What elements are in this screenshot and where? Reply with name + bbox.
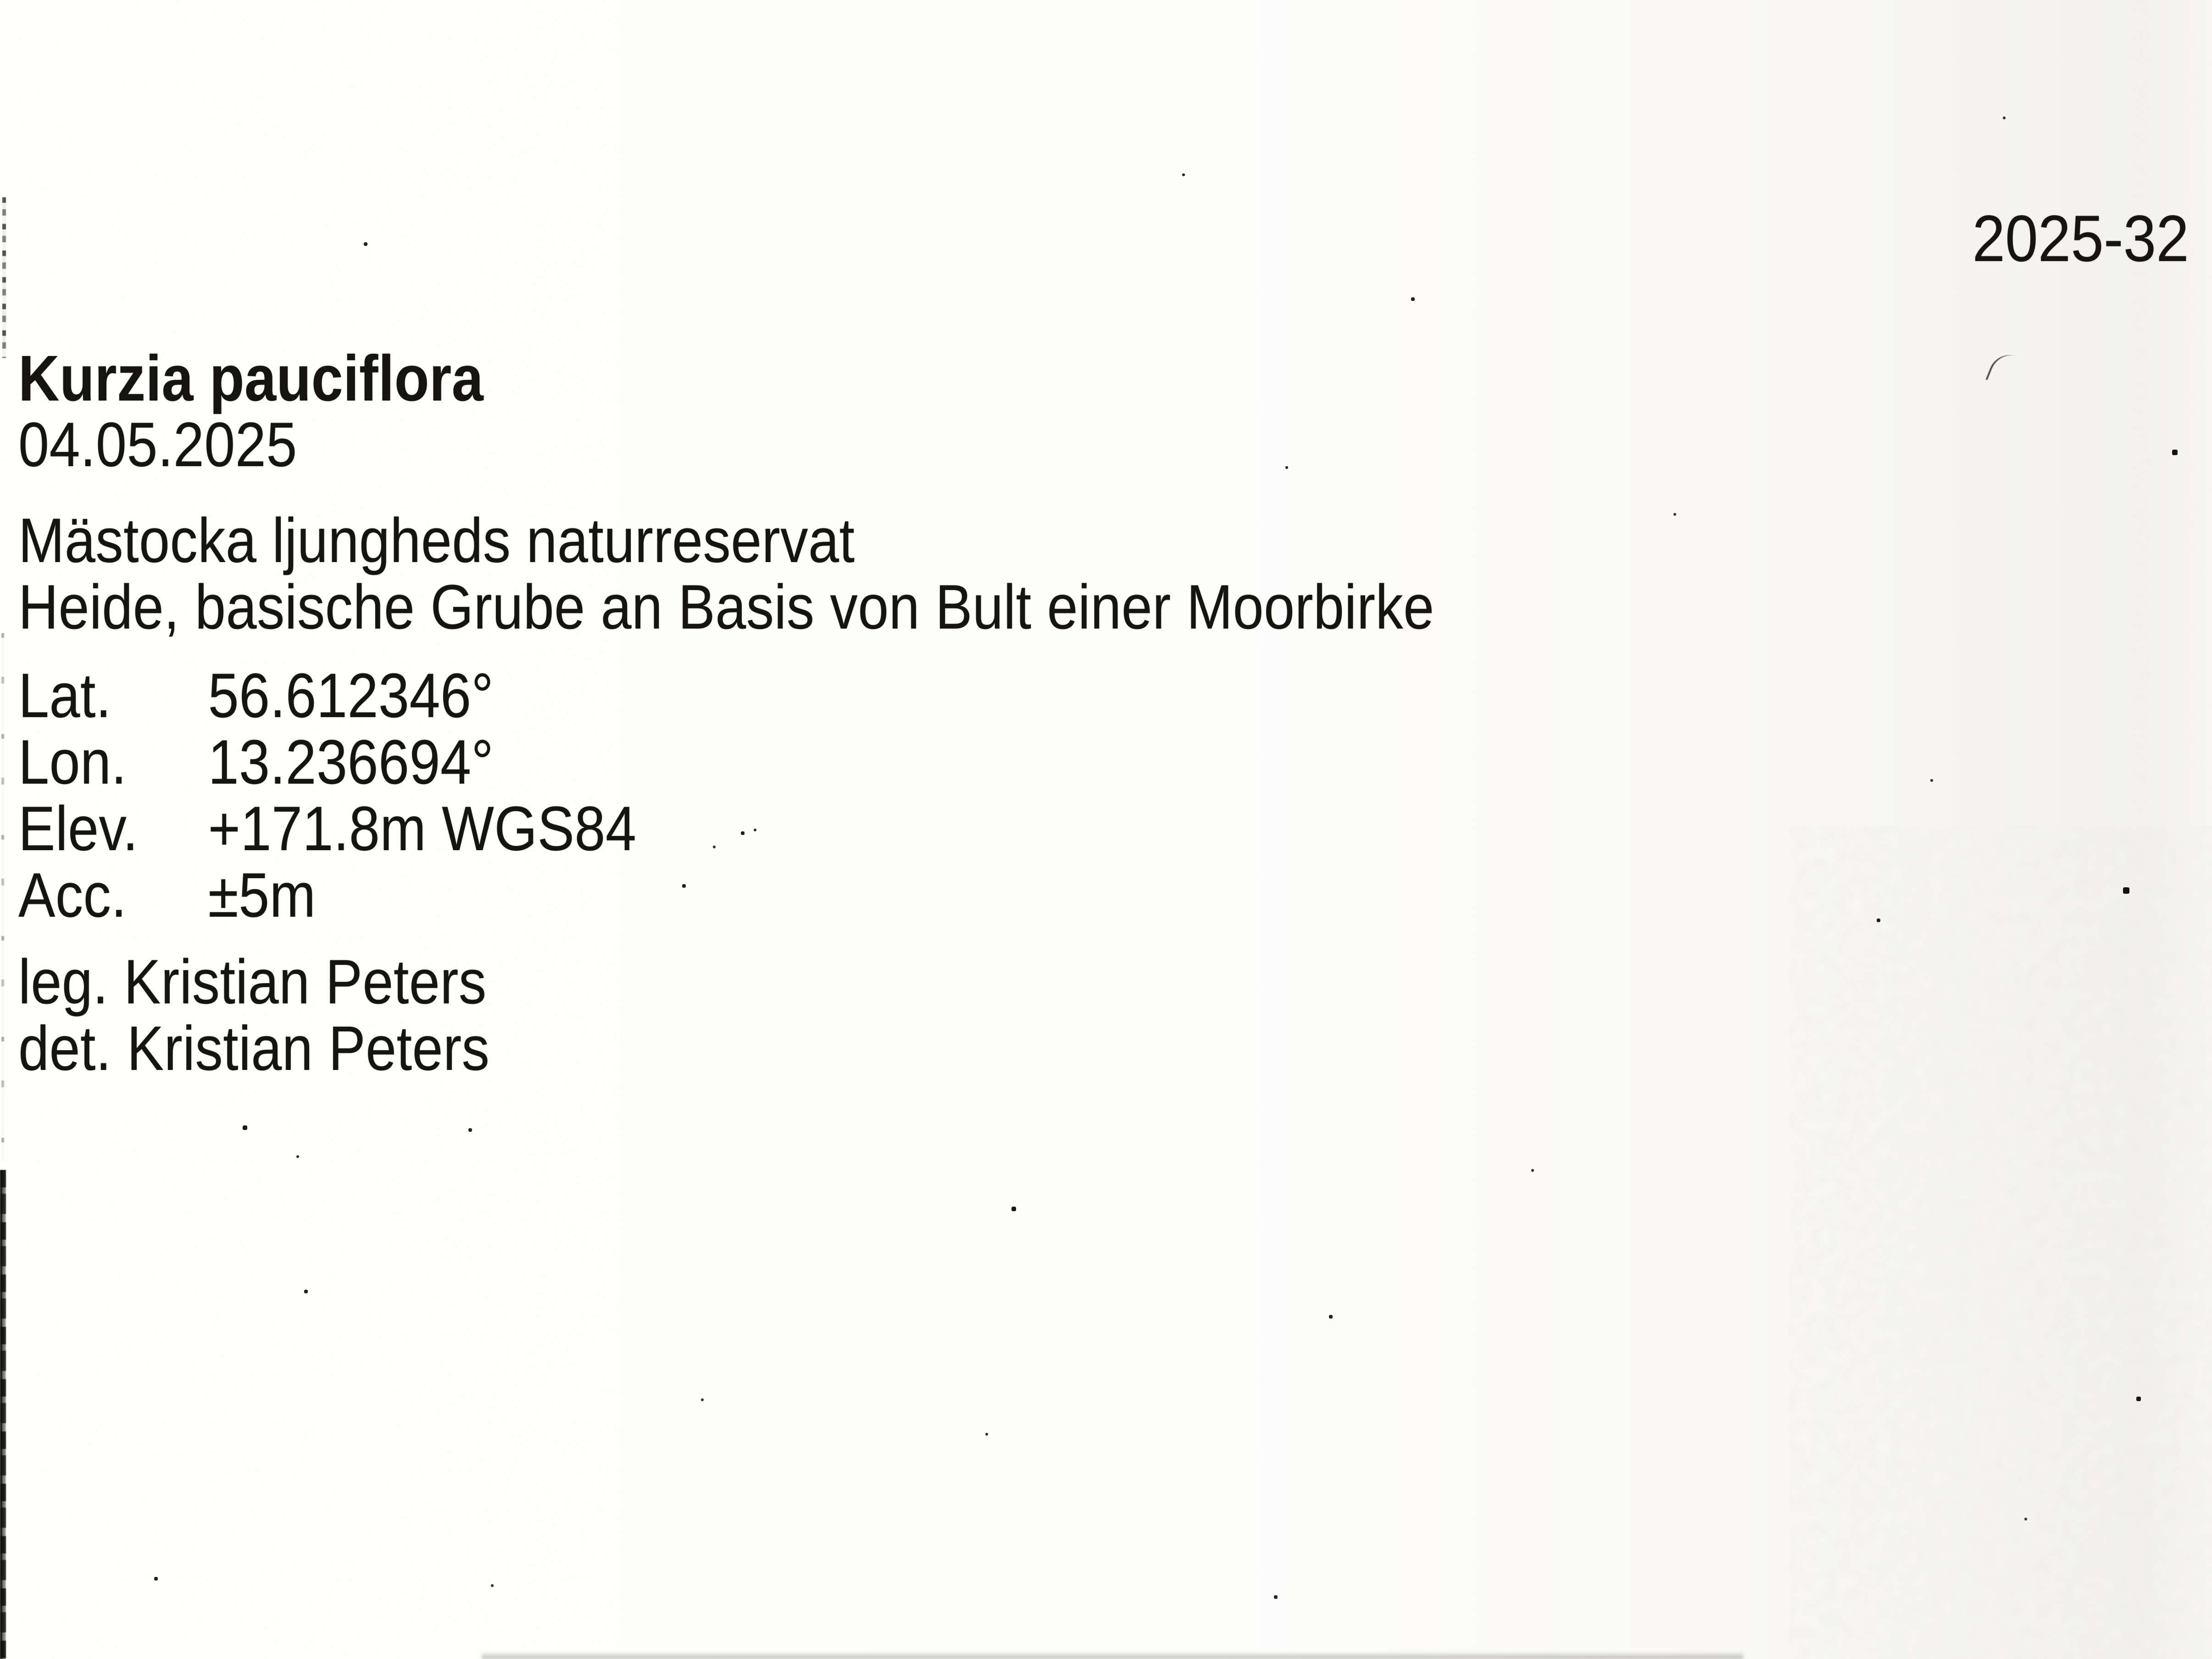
scan-edge-artifact-left-bottom (0, 1170, 6, 1659)
scan-edge-artifact-left-top (2, 197, 6, 358)
collector-line: leg. Kristian Peters (18, 947, 487, 1017)
coordinate-row-acc (18, 862, 1434, 929)
coordinate-value: ±5m (208, 860, 316, 930)
coordinate-row-lat (18, 662, 1434, 729)
coordinate-label: Acc. (18, 860, 127, 930)
coordinate-label: Elev. (18, 794, 139, 864)
species-title: Kurzia pauciflora (18, 342, 484, 414)
scan-edge-artifact-left-middle (1, 633, 4, 1161)
coordinate-row-lon (18, 729, 1434, 796)
scan-edge-artifact-bottom (482, 1652, 1743, 1659)
coordinates-block (18, 662, 1434, 929)
coordinate-value: +171.8m WGS84 (208, 794, 637, 864)
scan-speckles (0, 0, 1, 1)
determiner-line: det. Kristian Peters (18, 1013, 490, 1084)
scan-number: 2025-32 (1972, 202, 2189, 275)
coordinate-value: 13.236694° (208, 727, 494, 797)
habitat-line: Heide, basische Grube an Basis von Bult einer Moorbirke (18, 572, 1434, 642)
locality-line: Mästocka ljungheds naturreservat (18, 506, 855, 576)
coordinate-label: Lon. (18, 727, 127, 797)
label-text-block (18, 342, 1434, 1084)
coordinate-value: 56.612346° (208, 661, 494, 731)
collection-date: 04.05.2025 (18, 410, 297, 480)
crease-mark (1986, 349, 2022, 389)
coordinate-label: Lat. (18, 661, 111, 731)
coordinate-row-elev (18, 796, 1434, 862)
